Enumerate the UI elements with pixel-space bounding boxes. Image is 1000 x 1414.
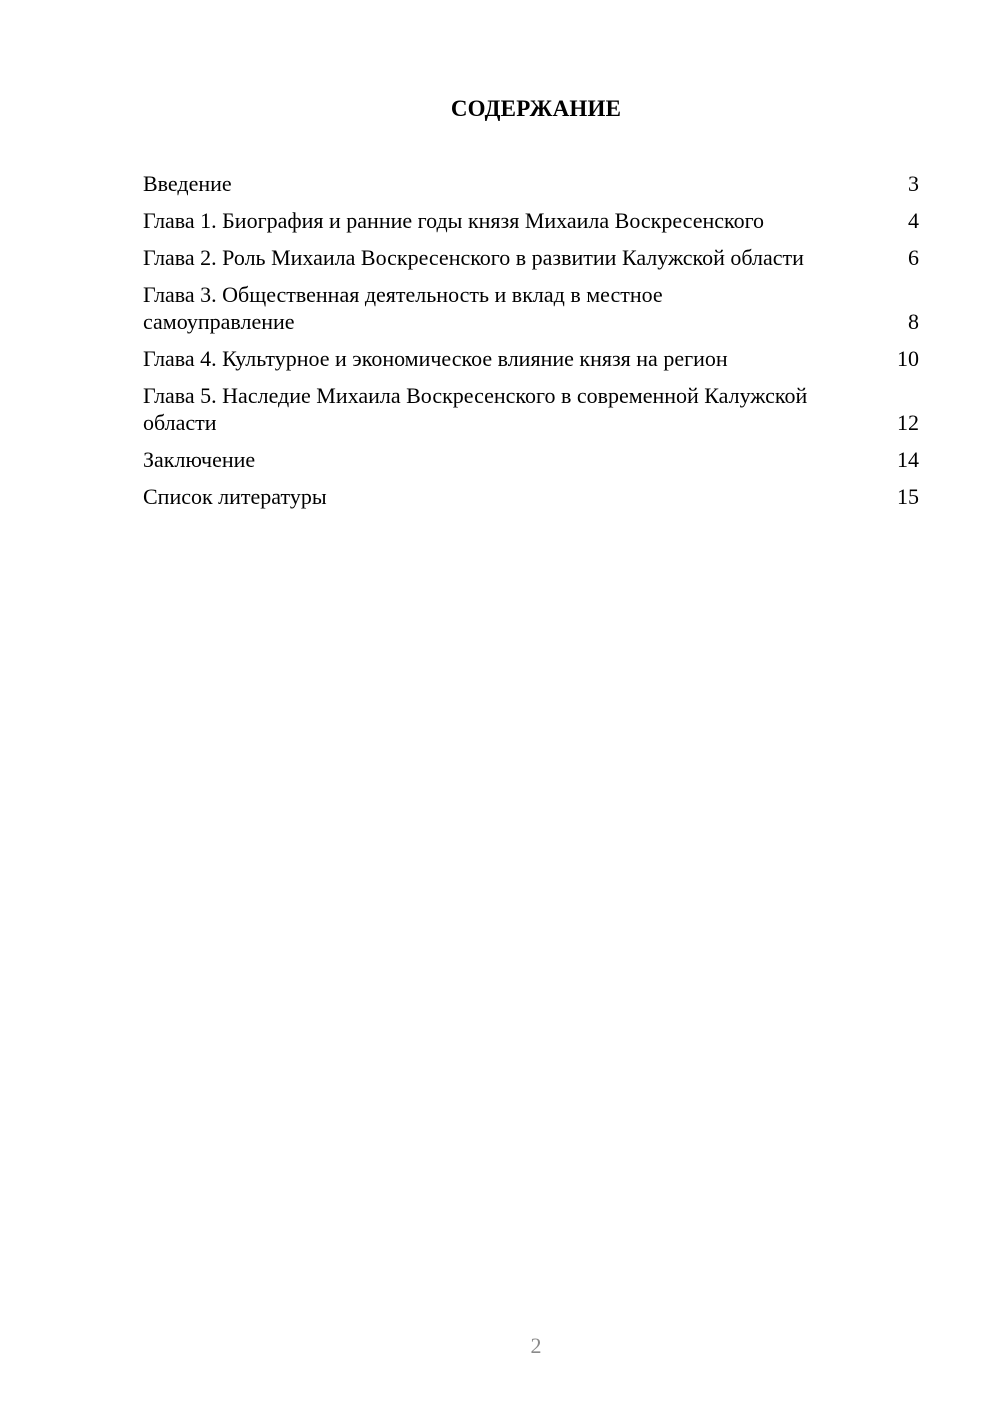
toc-entry-text: Глава 1. Биография и ранние годы князя Михаила Воскресенского: [143, 208, 765, 233]
toc-entry-chapter-1: [143, 207, 919, 234]
toc-entry-chapter-5: [143, 382, 919, 436]
toc-entry-text: Заключение: [143, 447, 256, 472]
toc-entry-page: 14: [897, 447, 919, 472]
toc-entry-text: Глава 2. Роль Михаила Воскресенского в развитии Калужской области: [143, 245, 804, 270]
toc-entry-chapter-4: [143, 345, 919, 372]
toc-entry-text: Глава 3. Общественная деятельность и вклад в местное самоуправление: [143, 282, 663, 334]
toc-entry-text: Глава 4. Культурное и экономическое влияние князя на регион: [143, 346, 728, 371]
table-of-contents: [143, 170, 919, 520]
toc-entry-chapter-3: [143, 281, 919, 335]
toc-entry-page: 3: [908, 171, 919, 196]
toc-entry-page: 15: [897, 484, 919, 509]
toc-entry-text: Глава 5. Наследие Михаила Воскресенского в современной Калужской области: [143, 383, 808, 435]
toc-entry-chapter-2: [143, 244, 919, 271]
toc-entry-text: Список литературы: [143, 484, 327, 509]
toc-entry-page: 12: [897, 410, 919, 435]
toc-entry-introduction: [143, 170, 919, 197]
page-title: СОДЕРЖАНИЕ: [450, 96, 622, 121]
page-number: 2: [530, 1333, 542, 1358]
toc-entry-page: 4: [908, 208, 919, 233]
toc-entry-text: Введение: [143, 171, 232, 196]
toc-entry-bibliography: [143, 483, 919, 510]
toc-entry-conclusion: [143, 446, 919, 473]
toc-entry-page: 10: [897, 346, 919, 371]
toc-entry-page: 8: [908, 309, 919, 334]
toc-entry-page: 6: [908, 245, 919, 270]
